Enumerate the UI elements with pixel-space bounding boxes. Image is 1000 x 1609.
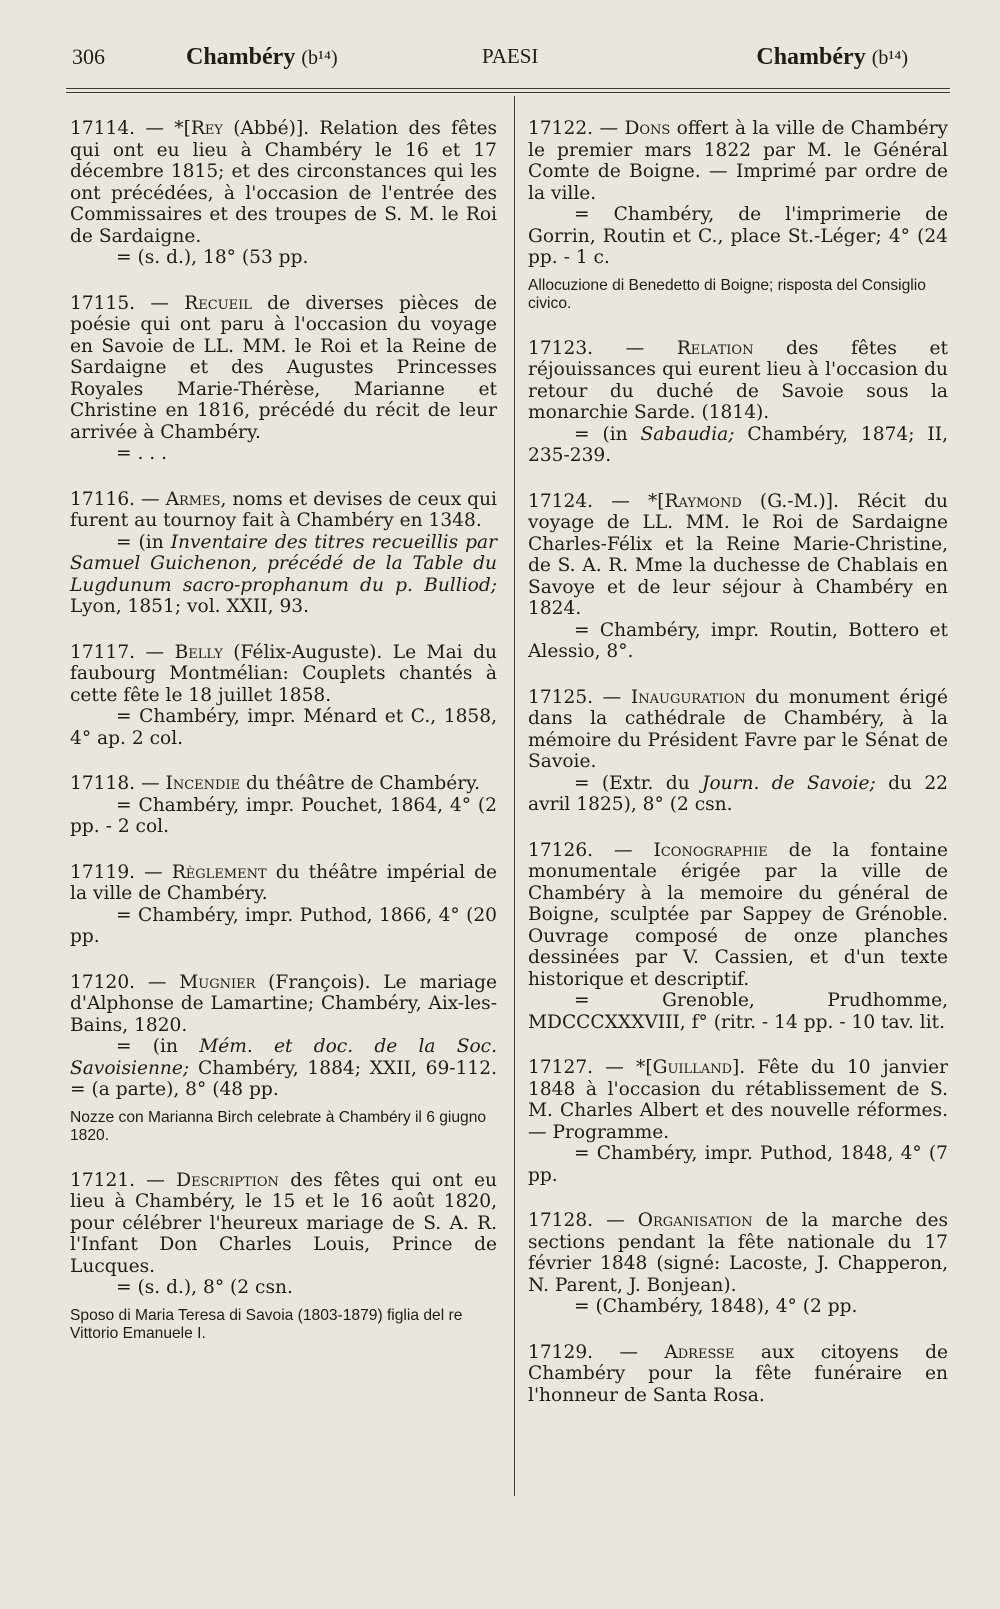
entry-body: (François). Le mariage d'Alphonse de Lamartine; Chambéry, Aix-les-Bains, 1820. bbox=[70, 971, 497, 1036]
entry-body: de la marche des sections pendant la fête nationale du 17 février 1848 (signé: Lacoste, J. Chapperon, N. Parent, J. Bonjean). bbox=[528, 1210, 948, 1296]
bibliography-entry bbox=[528, 1057, 948, 1186]
bibliography-entry bbox=[70, 293, 497, 465]
entry-imprint-part: = (Extr. du bbox=[574, 772, 703, 794]
entry-body: du théâtre impérial de la ville de Chambéry. bbox=[70, 861, 497, 904]
entry-imprint bbox=[528, 773, 948, 816]
bibliography-entry bbox=[70, 118, 497, 269]
bibliography-entry bbox=[528, 840, 948, 1034]
entry-number: 17116. — bbox=[70, 488, 166, 510]
header-center-title: PAESI bbox=[482, 44, 539, 68]
entry-keyword: Incendie bbox=[165, 773, 241, 794]
entry-description bbox=[70, 293, 497, 444]
entry-description bbox=[528, 491, 948, 620]
entry-keyword: Organisation bbox=[637, 1210, 753, 1231]
entry-keyword: Relation bbox=[676, 337, 754, 359]
entry-imprint bbox=[70, 905, 497, 948]
bibliography-entry bbox=[70, 972, 497, 1146]
entry-note: Sposo di Maria Teresa di Savoia (1803-1879) figlia del re Vittorio Emanuele I. bbox=[70, 1306, 463, 1342]
entry-description bbox=[70, 773, 497, 795]
bibliography-entry bbox=[528, 118, 948, 314]
entry-description bbox=[70, 972, 497, 1037]
entry-body: offert à la ville de Chambéry le premier mars 1822 par M. le Général Comte de Boigne. — Imprimé par ordre de la ville. bbox=[528, 118, 948, 204]
entry-imprint-part: = Chambéry, impr. Routin, Bottero et Alessio, 8°. bbox=[528, 619, 948, 662]
entry-description bbox=[528, 1342, 948, 1407]
entry-imprint bbox=[528, 204, 948, 269]
entry-imprint bbox=[528, 424, 948, 467]
entry-body: des fêtes qui ont eu lieu à Chambéry, le 15 et le 16 août 1820, pour célébrer l'heureux mariage de S. A. R. l'Infant Don Charles Louis, Prince de Lucques. bbox=[70, 1169, 497, 1277]
header-rule bbox=[66, 88, 950, 89]
entry-description bbox=[528, 1210, 948, 1296]
entry-keyword: *[Guilland] bbox=[636, 1057, 740, 1078]
entry-keyword: Armes bbox=[165, 488, 221, 510]
entry-imprint-part: = Chambéry, impr. Puthod, 1848, 4° (7 pp. bbox=[528, 1143, 948, 1186]
header-left-title-text: Chambéry bbox=[186, 44, 296, 70]
entry-body: aux citoyens de Chambéry pour la fête funéraire en l'honneur de Santa Rosa. bbox=[528, 1341, 948, 1406]
entry-number: 17118. — bbox=[70, 773, 166, 794]
entry-keyword: Adresse bbox=[664, 1341, 735, 1363]
entry-imprint bbox=[70, 247, 497, 269]
entry-number: 17126. — bbox=[528, 839, 654, 861]
entry-imprint bbox=[528, 1296, 948, 1318]
entry-number: 17119. — bbox=[70, 861, 172, 883]
entry-imprint bbox=[70, 1277, 497, 1299]
entry-body: (Félix-Auguste). Le Mai du faubourg Montmélian: Couplets chantés à cette fête le 18 juillet 1858. bbox=[70, 641, 497, 706]
entry-imprint bbox=[70, 1036, 497, 1101]
entry-body: des fêtes et réjouissances qui eurent lieu à l'occasion du retour du duché de Savoie sous la monarchie Sarde. (1814). bbox=[528, 337, 948, 423]
entry-imprint-part: = (Chambéry, 1848), 4° (2 pp. bbox=[574, 1296, 858, 1317]
bibliography-entry bbox=[70, 1170, 497, 1344]
column-divider bbox=[514, 96, 515, 1496]
entry-number: 17115. — bbox=[70, 292, 185, 314]
entry-keyword: Description bbox=[176, 1169, 279, 1191]
entry-number: 17128. — bbox=[528, 1210, 638, 1231]
entry-description bbox=[70, 118, 497, 247]
bibliography-entry bbox=[528, 687, 948, 816]
bibliography-entry bbox=[528, 1210, 948, 1318]
entry-imprint-part: = (in bbox=[574, 423, 641, 445]
entry-description bbox=[528, 840, 948, 991]
entry-imprint-part: = (s. d.), 18° (53 pp. bbox=[116, 247, 309, 268]
header-left-sub: (b¹⁴) bbox=[301, 47, 338, 69]
header-right-title-text: Chambéry bbox=[756, 44, 866, 70]
entry-imprint bbox=[528, 990, 948, 1033]
entry-description bbox=[528, 118, 948, 204]
entry-body: de diverses pièces de poésie qui ont paru à l'occasion du voyage en Savoie de LL. MM. le Roi et la Reine de Sardaigne et des Augustes Princesses Royales Marie-Thérèse, Marianne et Christine en 1816, précédé du récit de leur arrivée à Chambéry. bbox=[70, 292, 497, 443]
entry-imprint-part: = . . . bbox=[116, 443, 168, 464]
entry-imprint bbox=[528, 620, 948, 663]
bibliography-entry bbox=[70, 642, 497, 750]
entry-body: du monument érigé dans la cathédrale de Chambéry, à la mémoire du Président Favre par le Sénat de Savoie. bbox=[528, 686, 948, 772]
entry-imprint-part: Chambéry, 1884; XXII, 69-112. = (a parte), 8° (48 pp. bbox=[70, 1057, 497, 1100]
entry-imprint bbox=[70, 443, 497, 465]
entry-body: du théâtre de Chambéry. bbox=[240, 773, 481, 794]
header-left-title bbox=[186, 44, 338, 71]
entry-imprint-part: = Chambéry, impr. Pouchet, 1864, 4° (2 pp. - 2 col. bbox=[70, 794, 497, 837]
running-header bbox=[68, 44, 948, 84]
entry-number: 17117. — bbox=[70, 641, 175, 663]
entry-note: Allocuzione di Benedetto di Boigne; risposta del Consiglio civico. bbox=[528, 276, 926, 312]
right-column bbox=[528, 118, 948, 1430]
entry-imprint-part: Lyon, 1851; vol. XXII, 93. bbox=[70, 596, 310, 617]
entry-description bbox=[528, 687, 948, 773]
entry-imprint-part: Chambéry, 1874; II, 235-239. bbox=[528, 423, 948, 466]
entry-description bbox=[528, 338, 948, 424]
entry-imprint bbox=[70, 795, 497, 838]
entry-body: de la fontaine monumentale érigée par la ville de Chambéry à la memoire du général de Boigne, sculptée par Sappey de Grénoble. Ouvrage composé de onze planches dessinées par V. Cassien, et d'un texte historique et descriptif. bbox=[528, 839, 948, 990]
entry-imprint-part: Sabaudia; bbox=[640, 423, 735, 445]
entry-number: 17121. — bbox=[70, 1169, 177, 1191]
entry-keyword: *[Rey bbox=[174, 118, 223, 139]
entry-keyword: *[Raymond bbox=[648, 490, 742, 512]
entry-keyword: Règlement bbox=[171, 861, 267, 883]
entry-imprint-part: = Chambéry, de l'imprimerie de Gorrin, Routin et C., place St.-Léger; 4° (24 pp. - 1 c. bbox=[528, 204, 948, 268]
bibliography-entry bbox=[528, 491, 948, 663]
entry-body: (Abbé)]. Relation des fêtes qui ont eu lieu à Chambéry le 16 et 17 décembre 1815; et des circonstances qui les ont précédées, à l'occasion de l'entrée des Commissaires et des troupes de S. M. le Roi de Sardaigne. bbox=[70, 118, 497, 247]
entry-description bbox=[70, 1170, 497, 1278]
entry-description bbox=[70, 642, 497, 707]
entry-keyword: Inauguration bbox=[630, 686, 746, 708]
entry-number: 17125. — bbox=[528, 686, 631, 708]
entry-keyword: Iconographie bbox=[653, 839, 768, 861]
entry-imprint-part: = Chambéry, impr. Puthod, 1866, 4° (20 pp. bbox=[70, 904, 497, 947]
entry-number: 17127. — bbox=[528, 1057, 637, 1078]
header-rule-double bbox=[66, 92, 950, 93]
entry-description bbox=[70, 489, 497, 532]
entry-note: Nozze con Marianna Birch celebrate à Chambéry il 6 giugno 1820. bbox=[70, 1108, 487, 1144]
entry-keyword: Mugnier bbox=[179, 971, 256, 993]
entry-body: . Fête du 10 janvier 1848 à l'occasion du rétablissement de S. M. Charles Albert et des nouvelle réformes. — Programme. bbox=[528, 1057, 948, 1143]
entry-imprint-part: du 22 avril 1825), 8° (2 csn. bbox=[528, 772, 948, 815]
entry-number: 17129. — bbox=[528, 1341, 665, 1363]
entry-imprint-part: = (s. d.), 8° (2 csn. bbox=[116, 1277, 293, 1298]
entry-imprint bbox=[70, 706, 497, 749]
entry-number: 17120. — bbox=[70, 971, 180, 993]
header-right-title bbox=[756, 44, 908, 71]
bibliography-entry bbox=[70, 862, 497, 948]
entry-imprint-part: = Grenoble, Prudhomme, MDCCCXXXVIII, f° (ritr. - 14 pp. - 10 tav. lit. bbox=[528, 990, 948, 1033]
entry-number: 17122. — bbox=[528, 118, 625, 139]
entry-imprint-part: Mém. et doc. de la Soc. Savoisienne; bbox=[70, 1036, 497, 1079]
entry-imprint-part: = Chambéry, impr. Ménard et C., 1858, 4° ap. 2 col. bbox=[70, 706, 497, 749]
entry-description bbox=[70, 862, 497, 905]
entry-keyword: Dons bbox=[624, 118, 671, 139]
entry-imprint bbox=[528, 1143, 948, 1186]
entry-keyword: Belly bbox=[174, 641, 223, 663]
bibliography-entry bbox=[528, 338, 948, 467]
entry-imprint bbox=[70, 532, 497, 618]
entry-number: 17124. — bbox=[528, 490, 648, 512]
bibliography-entry bbox=[70, 489, 497, 618]
entry-imprint-part: = (in bbox=[116, 1036, 200, 1057]
entry-body: , noms et devises de ceux qui furent au tournoy fait à Chambéry en 1348. bbox=[70, 488, 497, 531]
entry-keyword: Recueil bbox=[184, 292, 252, 314]
entry-body: (G.-M.)]. Récit du voyage de LL. MM. le Roi de Sardaigne Charles-Félix et la Reine Marie-Christine, de S. A. R. Mme la duchesse de Chablais en Savoye et de leur séjour à Chambéry en 1824. bbox=[528, 490, 948, 619]
entry-imprint-part: Inventaire des titres recueillis par Samuel Guichenon, précédé de la Table du Lugdunum sacro-prophanum du p. Bulliod; bbox=[70, 531, 497, 596]
bibliography-entry bbox=[528, 1342, 948, 1407]
entry-imprint-part: = (in bbox=[116, 531, 171, 553]
entry-number: 17114. — bbox=[70, 118, 175, 139]
header-right-sub: (b¹⁴) bbox=[871, 47, 908, 69]
entry-number: 17123. — bbox=[528, 337, 677, 359]
left-column bbox=[70, 118, 497, 1368]
page-number: 306 bbox=[72, 44, 105, 69]
entry-description bbox=[528, 1057, 948, 1143]
bibliography-entry bbox=[70, 773, 497, 838]
entry-imprint-part: Journ. de Savoie; bbox=[702, 772, 876, 794]
